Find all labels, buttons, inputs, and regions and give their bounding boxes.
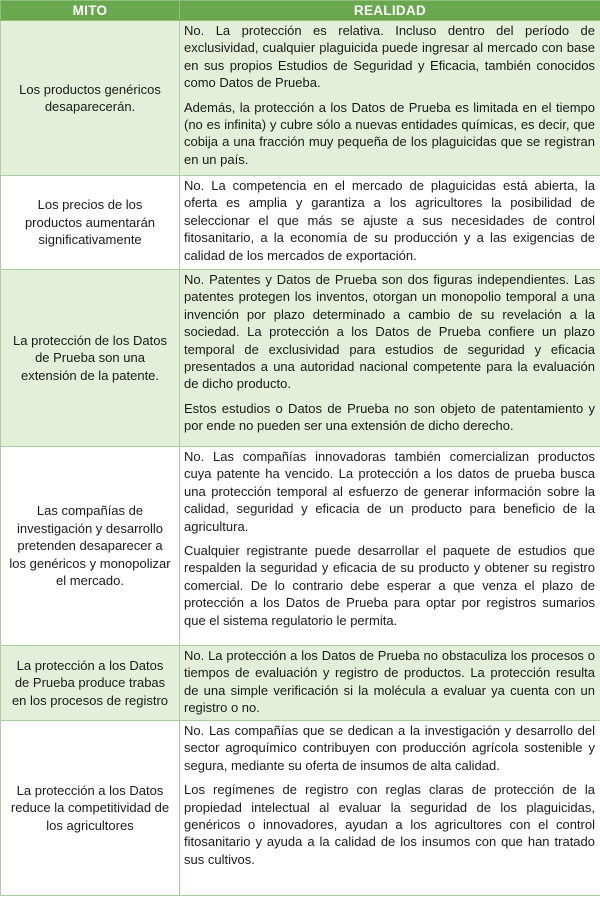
- realidad-paragraph: Además, la protección a los Datos de Prueba es limitada en el tiempo (no es infinita) y cubre sólo a nuevas entidades químicas, es decir, que cobija a una fracción muy pequeña de los plaguicidas que se registran en un país.: [184, 99, 595, 167]
- table-row: [1, 646, 600, 721]
- table-row: [1, 447, 600, 646]
- realidad-cell: [180, 721, 600, 896]
- realidad-cell: [180, 176, 600, 270]
- realidad-cell: [180, 646, 600, 721]
- table-row: [1, 176, 600, 270]
- table-row: [1, 721, 600, 896]
- realidad-paragraph: No. Las compañías innovadoras también comercializan productos cuya patente ha vencido. La protección a los datos de prueba busca una protección temporal al esfuerzo de generar información sobre la calidad, seguridad y eficacia de un producto para beneficio de la agricultura.: [184, 449, 595, 534]
- realidad-paragraph: No. Patentes y Datos de Prueba son dos figuras independientes. Las patentes protegen los inventos, otorgan un monopolio temporal a una invención por plazo determinado a cambio de su revelación a la sociedad. La protección a los Datos de Prueba confiere un plazo temporal de exclusividad para estudios de seguridad y eficacia presentados a una autoridad nacional competente para la evaluación de dicho producto.: [184, 272, 595, 392]
- mito-cell: Los productos genéricos desaparecerán.: [1, 21, 180, 176]
- header-mito: MITO: [1, 1, 180, 21]
- realidad-paragraph: No. La protección es relativa. Incluso dentro del período de exclusividad, cualquier plaguicida puede ingresar al mercado con base en sus propios Estudios de Seguridad y Eficacia, también conocidos como Datos de Prueba.: [184, 23, 595, 91]
- mito-cell: La protección a los Datos reduce la competitividad de los agricultores: [1, 721, 180, 896]
- mito-cell: Las compañías de investigación y desarrollo pretenden desaparecer a los genéricos y monopolizar el mercado.: [1, 447, 180, 646]
- realidad-paragraph: Cualquier registrante puede desarrollar el paquete de estudios que respalden la seguridad y eficacia de su producto y obtener su registro comercial. De lo contrario debe esperar a que venza el plazo de protección a los Datos de Prueba para optar por registros sumarios que el sistema regulatorio le permita.: [184, 543, 595, 628]
- realidad-paragraph: No. Las compañías que se dedican a la investigación y desarrollo del sector agroquímico contribuyen con producción agrícola sostenible y segura, mediante su oferta de insumos de alta calidad.: [184, 723, 595, 773]
- realidad-paragraph: No. La protección a los Datos de Prueba no obstaculiza los procesos o tiempos de evaluación y registro de productos. La protección resulta de una simple verificación si la molécula a evaluar ya cuenta con un registro o no.: [184, 648, 595, 716]
- realidad-cell: [180, 270, 600, 447]
- realidad-cell: [180, 21, 600, 176]
- mito-cell: La protección de los Datos de Prueba son una extensión de la patente.: [1, 270, 180, 447]
- realidad-paragraph: No. La competencia en el mercado de plaguicidas está abierta, la oferta es amplia y garantiza a los agricultores la posibilidad de seleccionar el que más se ajuste a sus necesidades de control fitosanitario, a la economía de su producción y a las exigencias de calidad de los mercados de exportación.: [184, 178, 595, 263]
- table-header-row: [1, 1, 600, 21]
- mito-cell: Los precios de los productos aumentarán significativamente: [1, 176, 180, 270]
- mito-cell: La protección a los Datos de Prueba produce trabas en los procesos de registro: [1, 646, 180, 721]
- header-realidad: REALIDAD: [180, 1, 600, 21]
- table-row: [1, 270, 600, 447]
- realidad-paragraph: Estos estudios o Datos de Prueba no son objeto de patentamiento y por ende no pueden ser una extensión de dicho derecho.: [184, 400, 595, 434]
- table-row: [1, 21, 600, 176]
- realidad-paragraph: Los regímenes de registro con reglas claras de protección de la propiedad intelectual al evaluar la seguridad de los plaguicidas, genéricos o innovadores, ayudan a los agricultores con el control fitosanitario y ayuda a la calidad de los insumos con que han tratado sus cultivos.: [184, 782, 595, 867]
- realidad-cell: [180, 447, 600, 646]
